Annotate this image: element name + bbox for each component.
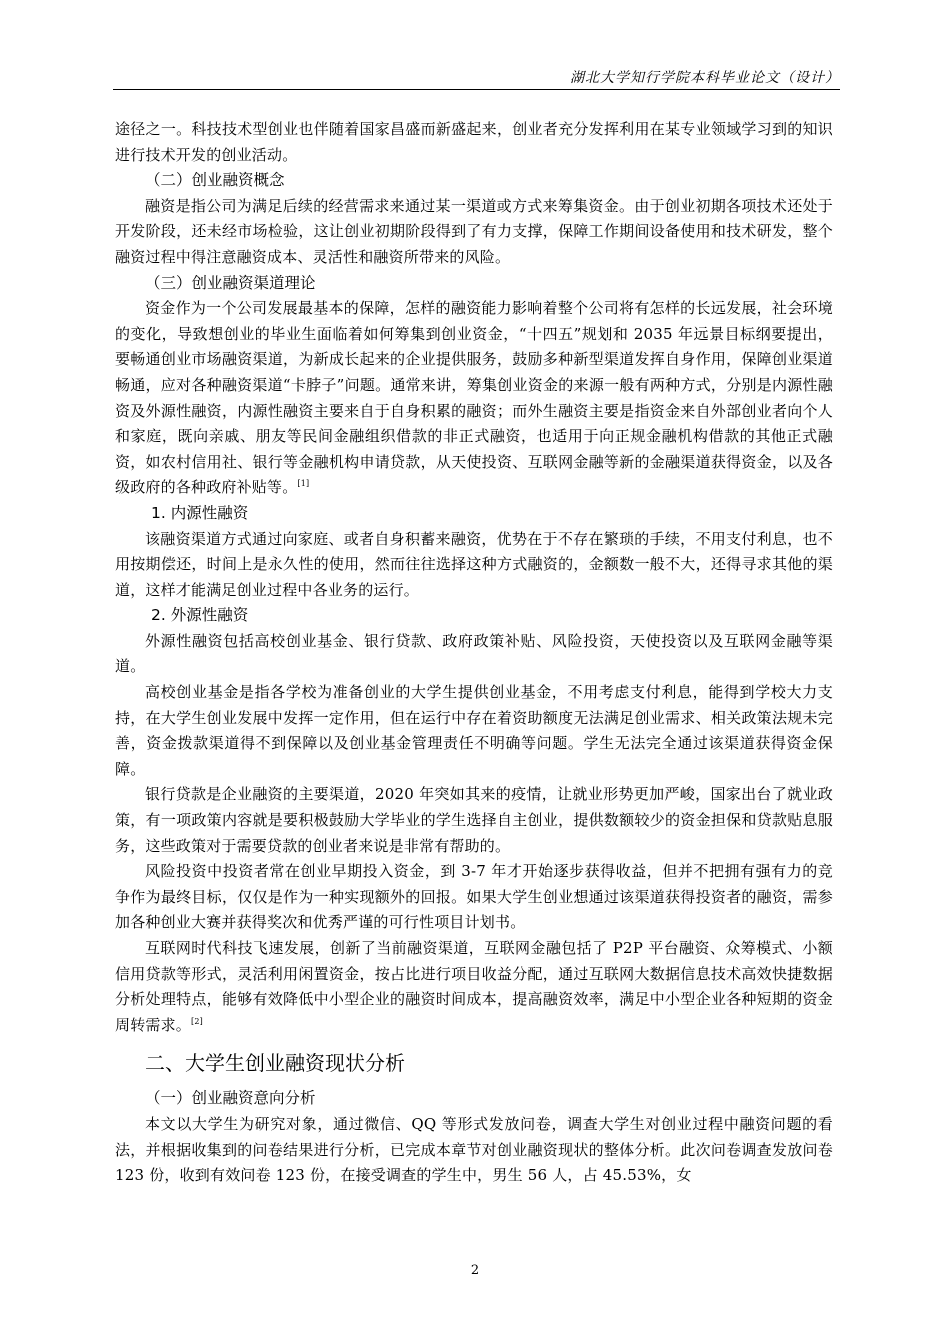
paragraph: 高校创业基金是指各学校为准备创业的大学生提供创业基金，不用考虑支付利息，能得到学校大力支持，在大学生创业发展中发挥一定作用，但在运行中存在着资助额度无法满足创业需求、相关政策法规未完善，资金拨款渠道得不到保障以及创业基金管理责任不明确等问题。学生无法完全通过该渠道获得资金保障。 — [115, 683, 833, 778]
paragraph: 风险投资中投资者常在创业早期投入资金，到 3-7 年才开始逐步获得收益，但并不把拥有强有力的竞争作为最终目标，仅仅是作为一种实现额外的回报。如果大学生创业想通过该渠道获得投资者的融资，需参加各种创业大赛并获得奖次和优秀严谨的可行性项目计划书。 — [115, 862, 833, 932]
chapter-heading: 二、大学生创业融资现状分析 — [145, 1051, 405, 1076]
paragraph: 融资是指公司为满足后续的经营需求来通过某一渠道或方式来筹集资金。由于创业初期各项技术还处于开发阶段，还未经市场检验，这让创业初期阶段得到了有力支撑，保障工作期间设备使用和技术研发，整个融资过程中得注意融资成本、灵活性和融资所带来的风险。 — [115, 196, 833, 266]
section-heading: （二）创业融资概念 — [145, 171, 285, 190]
running-header: 湖北大学知行学院本科毕业论文（设计） — [570, 71, 840, 86]
citation: [2] — [191, 1016, 203, 1026]
subsection-heading: 2. 外源性融资 — [151, 606, 249, 625]
page-body — [115, 117, 833, 1189]
paragraph: 外源性融资包括高校创业基金、银行贷款、政府政策补贴、风险投资，天使投资以及互联网金融等渠道。 — [115, 631, 833, 676]
section-heading: （一）创业融资意向分析 — [145, 1089, 316, 1108]
paragraph: 银行贷款是企业融资的主要渠道，2020 年突如其来的疫情，让就业形势更加严峻，国家出台了就业政策，有一项政策内容就是要积极鼓励大学毕业的学生选择自主创业，提供数额较少的资金担保和贷款贴息服务，这些政策对于需要贷款的创业者来说是非常有帮助的。 — [115, 785, 833, 855]
paragraph: 该融资渠道方式通过向家庭、或者自身积蓄来融资，优势在于不存在繁琐的手续，不用支付利息，也不用按期偿还，时间上是永久性的使用，然而往往选择这种方式融资的，金额数一般不大，还得寻求其他的渠道，这样才能满足创业过程中各业务的运行。 — [115, 529, 833, 599]
paragraph — [115, 296, 833, 501]
subsection-heading: 1. 内源性融资 — [151, 503, 249, 522]
citation: [1] — [297, 479, 310, 489]
page-number: 2 — [470, 1263, 480, 1278]
paragraph: 途径之一。科技技术型创业也伴随着国家昌盛而新盛起来，创业者充分发挥利用在某专业领域学习到的知识进行技术开发的创业活动。 — [115, 120, 833, 164]
paragraph: 本文以大学生为研究对象，通过微信、QQ 等形式发放问卷，调查大学生对创业过程中融资问题的看法，并根据收集到的问卷结果进行分析，已完成本章节对创业融资现状的整体分析。此次问卷调查发放问卷 123 份，收到有效问卷 123 份，在接受调查的学生中，男生 56 人，占 45.53%，女 — [115, 1114, 833, 1185]
paragraph-text: 互联网时代科技飞速发展，创新了当前融资渠道，互联网金融包括了 P2P 平台融资、众筹模式、小额信用贷款等形式，灵活利用闲置资金，按占比进行项目收益分配，通过互联网大数据信息技术高效快捷数据分析处理特点，能够有效降低中小型企业的融资时间成本，提高融资效率，满足中小型企业各种短期的资金周转需求。 — [115, 939, 833, 1034]
section-heading: （三）创业融资渠道理论 — [145, 273, 316, 292]
paragraph-text: 资金作为一个公司发展最基本的保障，怎样的融资能力影响着整个公司将有怎样的长远发展，社会环境的变化，导致想创业的毕业生面临着如何筹集到创业资金，“十四五”规划和 2035 年远景目标纲要提出，要畅通创业市场融资渠道，为新成长起来的企业提供服务，鼓励多种新型渠道发挥自身作用，保障创业渠道畅通，应对各种融资渠道“卡脖子”问题。通常来讲，筹集创业资金的来源一般有两种方式，分别是内源性融资及外源性融资，内源性融资主要来自于自身积累的融资；而外生融资主要是指资金来自外部创业者向个人和家庭，既向亲戚、朋友等民间金融组织借款的非正式融资，也适用于向正规金融机构借款的其他正式融资，如农村信用社、银行等金融机构申请贷款，从天使投资、互联网金融等新的金融渠道获得资金，以及各级政府的各种政府补贴等。 — [115, 299, 833, 497]
header-rule — [113, 89, 840, 90]
paragraph — [115, 936, 833, 1038]
